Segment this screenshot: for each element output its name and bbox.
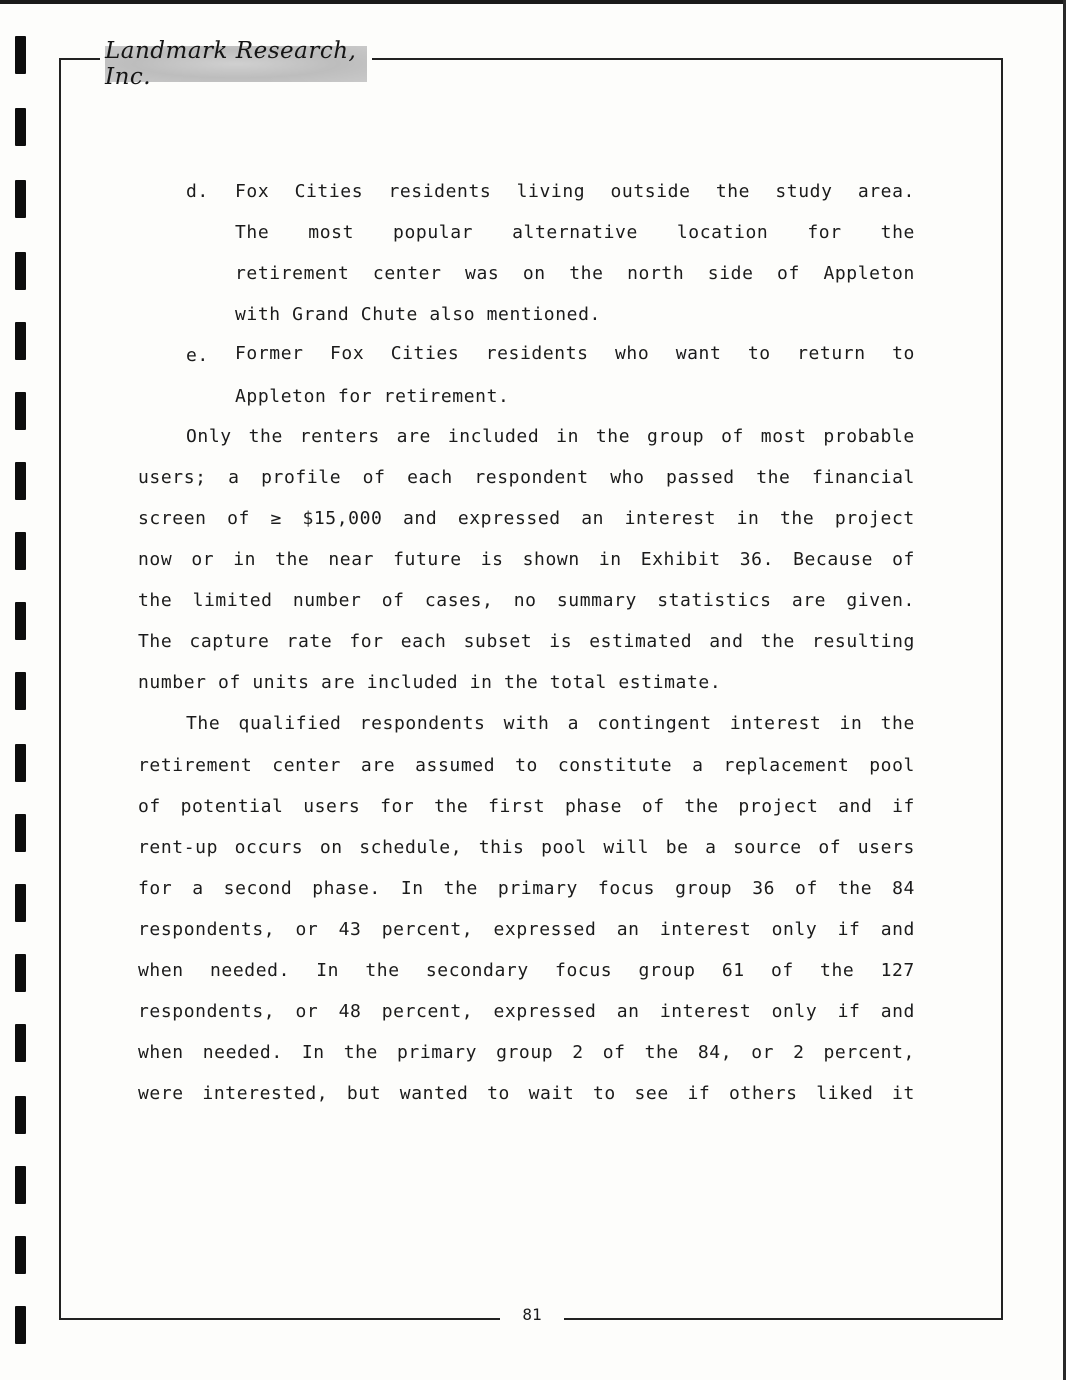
word: Former [235,343,304,364]
word: are [360,755,396,776]
word: retirement [138,755,253,776]
word: 48 [338,1001,362,1022]
word: of [721,426,744,447]
binding-hole [15,954,26,992]
paragraph-line [186,713,915,735]
word: of [777,263,800,284]
word: constitute [557,755,673,776]
binding-hole [15,180,26,218]
word: the [138,590,173,611]
word: popular [393,222,474,243]
word: replacement [723,755,850,776]
word: respondents, [138,1001,276,1022]
word: north [627,263,685,284]
word: it [892,1083,915,1104]
binding-hole [15,1236,26,1274]
word: if [687,1083,711,1104]
word: of [795,878,818,899]
word: and [880,1001,915,1022]
paragraph-line [138,467,915,489]
word: screen [138,508,207,529]
word: location [676,222,769,243]
word: future [393,549,462,570]
word: an [581,508,605,529]
word: cases, [424,590,494,611]
word: secondary [425,960,529,981]
word: percent, [381,1001,474,1022]
word: when [138,1042,184,1063]
word: ≥ [270,508,282,529]
word: second [223,878,293,899]
word: the [434,796,469,817]
binding-hole [15,1096,26,1134]
word: or [191,549,215,570]
word: the [644,1042,679,1063]
binding-hole [15,1166,26,1204]
word: included [447,426,540,447]
word: expressed [457,508,561,529]
word: living [516,181,586,202]
word: interested, [202,1083,329,1104]
word: no [513,590,537,611]
word: the [248,426,283,447]
binding-hole [15,108,26,146]
word: a [228,467,240,488]
word: needed. [209,960,291,981]
word: statistics [657,590,772,611]
word: $15,000 [302,508,383,529]
word: pool [869,755,915,776]
word: the [715,181,751,202]
word: first [488,796,546,817]
word: this [478,837,525,858]
word: summary [556,590,637,611]
word: for [138,878,173,899]
word: to [515,755,538,776]
paragraph-line [138,1001,915,1023]
word: who [615,343,650,364]
word: see [634,1083,669,1104]
list-item-line [235,263,915,285]
word: respondents [359,713,486,734]
word: users [303,796,361,817]
word: residents [388,181,492,202]
word: qualified [238,713,342,734]
word: now [138,549,173,570]
binding-hole [15,602,26,640]
word: the [684,796,719,817]
word: the [837,878,873,899]
word: pool [541,837,587,858]
binding-hole [15,322,26,360]
top-edge-rule [0,0,1066,4]
word: a [567,713,580,734]
list-item-line: with Grand Chute also mentioned. [235,304,601,325]
word: of [381,590,405,611]
word: assumed [415,755,496,776]
word: 84 [892,878,915,899]
list-marker: e. [186,345,209,366]
word: expressed [493,1001,597,1022]
word: project [834,508,915,529]
word: renters [299,426,380,447]
word: the [443,878,478,899]
word: a [692,755,704,776]
word: when [138,960,184,981]
paragraph-line [138,631,915,653]
word: return [797,343,866,364]
word: Cities [294,181,364,202]
word: side [707,263,754,284]
word: phase [564,796,623,817]
word: and [709,631,744,652]
word: respondents, [138,919,276,940]
word: profile [261,467,342,488]
word: on [319,837,343,858]
word: interest [729,713,822,734]
word: of [892,549,915,570]
word: 84, [697,1042,733,1063]
word: near [328,549,375,570]
word: a [705,837,717,858]
paragraph-line [138,960,915,982]
paragraph-line [138,508,915,530]
word: The [235,222,270,243]
word: if [837,1001,861,1022]
word: occurs [234,837,304,858]
word: the [880,713,915,734]
word: most [760,426,807,447]
word: if [892,796,915,817]
word: of [362,467,386,488]
word: of [770,960,794,981]
word: to [592,1083,616,1104]
word: on [522,263,546,284]
word: rate [286,631,333,652]
word: the [569,263,604,284]
word: in [233,549,257,570]
word: 61 [721,960,745,981]
word: in [839,713,863,734]
binding-hole [15,392,26,430]
word: was [465,263,500,284]
word: group [647,426,705,447]
list-item-line [235,343,915,365]
word: each [400,631,447,652]
binding-hole [15,252,26,290]
word: rent-up [138,837,219,858]
word: users; [138,467,207,488]
word: project [738,796,819,817]
word: an [616,919,640,940]
paragraph-line [138,590,915,612]
word: of [641,796,665,817]
word: of [227,508,250,529]
word: to [747,343,771,364]
word: group [638,960,696,981]
word: center [272,755,341,776]
list-item-line [235,181,915,203]
binding-hole [15,1306,26,1344]
word: others [728,1083,798,1104]
binding-hole [15,36,26,74]
word: estimated [589,631,693,652]
word: percent, [381,919,474,940]
word: capture [189,631,270,652]
word: the [820,960,855,981]
word: subset [463,631,533,652]
list-item-line [235,222,915,244]
word: Fox [235,181,270,202]
word: focus [555,960,613,981]
word: each [407,467,453,488]
paragraph-line: number of units are included in the total estimate. [138,672,722,693]
word: or [295,919,319,940]
word: wait [528,1083,575,1104]
word: group [675,878,733,899]
word: in [556,426,580,447]
binding-hole [15,462,26,500]
word: for [349,631,384,652]
word: to [892,343,915,364]
word: center [372,263,442,284]
word: and [880,919,915,940]
word: focus [597,878,656,899]
word: will [603,837,650,858]
word: expressed [493,919,597,940]
word: 36. [739,549,775,570]
list-marker: d. [186,181,209,202]
word: The [138,631,173,652]
word: primary [497,878,578,899]
word: only [771,919,818,940]
word: Cities [390,343,460,364]
word: to [487,1083,510,1104]
word: for [380,796,415,817]
word: an [616,1001,640,1022]
word: contingent [597,713,712,734]
word: are [396,426,431,447]
word: Appleton [823,263,915,284]
word: liked [816,1083,874,1104]
word: if [837,919,861,940]
word: the [365,960,400,981]
paragraph-line [138,878,915,900]
binding-holes [15,36,27,1356]
binding-hole [15,1024,26,1062]
paragraph-line [138,919,915,941]
word: of [138,796,161,817]
word: of [818,837,842,858]
word: the [275,549,310,570]
paragraph-line [138,837,915,859]
paragraph-line [186,426,915,448]
binding-hole [15,532,26,570]
word: are [791,590,827,611]
word: Fox [330,343,365,364]
word: and [838,796,873,817]
word: 36 [752,878,776,899]
word: limited [192,590,273,611]
word: wanted [399,1083,469,1104]
word: potential [180,796,284,817]
word: interest [624,508,717,529]
word: interest [659,1001,752,1022]
paragraph-line [138,755,915,777]
binding-hole [15,744,26,782]
word: or [295,1001,319,1022]
word: want [675,343,722,364]
binding-hole [15,672,26,710]
word: source [733,837,802,858]
word: of [602,1042,626,1063]
word: is [480,549,504,570]
word: phase. [312,878,381,899]
word: residents [485,343,589,364]
word: financial [812,467,915,488]
logo-text: Landmark Research, Inc. [105,46,367,82]
word: were [138,1083,184,1104]
word: who [610,467,645,488]
letterhead-logo [100,38,372,90]
word: a [192,878,204,899]
paragraph-line [138,549,915,571]
word: is [549,631,573,652]
list-item-line: Appleton for retirement. [235,386,510,407]
page-number: 81 [500,1300,564,1330]
word: 43 [338,919,362,940]
word: passed [666,467,735,488]
word: number [292,590,362,611]
word: retirement [235,263,350,284]
word: Because [793,549,874,570]
word: 2 [572,1042,584,1063]
word: study [775,181,833,202]
word: the [760,631,795,652]
word: and [403,508,438,529]
word: primary [397,1042,478,1063]
word: area. [857,181,915,202]
word: the [343,1042,378,1063]
word: interest [659,919,752,940]
paragraph-line [138,1042,915,1064]
word: In [301,1042,325,1063]
word: users [857,837,915,858]
paragraph-line [138,796,915,818]
word: respondent [474,467,589,488]
word: percent, [823,1042,915,1063]
word: schedule, [359,837,463,858]
word: In [316,960,340,981]
word: outside [610,181,691,202]
paragraph-line [138,1083,915,1105]
word: In [400,878,424,899]
word: given. [846,590,915,611]
word: the [880,222,915,243]
word: Exhibit [640,549,721,570]
word: most [308,222,355,243]
word: 2 [793,1042,805,1063]
word: Only [186,426,232,447]
word: but [346,1083,382,1104]
word: The [186,713,221,734]
word: only [771,1001,818,1022]
word: for [807,222,842,243]
word: resulting [812,631,915,652]
binding-hole [15,814,26,852]
word: the [756,467,791,488]
word: the [780,508,815,529]
word: with [503,713,550,734]
word: in [598,549,622,570]
word: be [665,837,689,858]
word: in [736,508,760,529]
word: needed. [202,1042,283,1063]
word: shown [522,549,580,570]
word: 127 [880,960,915,981]
word: the [595,426,631,447]
binding-hole [15,884,26,922]
word: group [496,1042,554,1063]
word: or [751,1042,775,1063]
word: probable [823,426,915,447]
word: alternative [512,222,638,243]
